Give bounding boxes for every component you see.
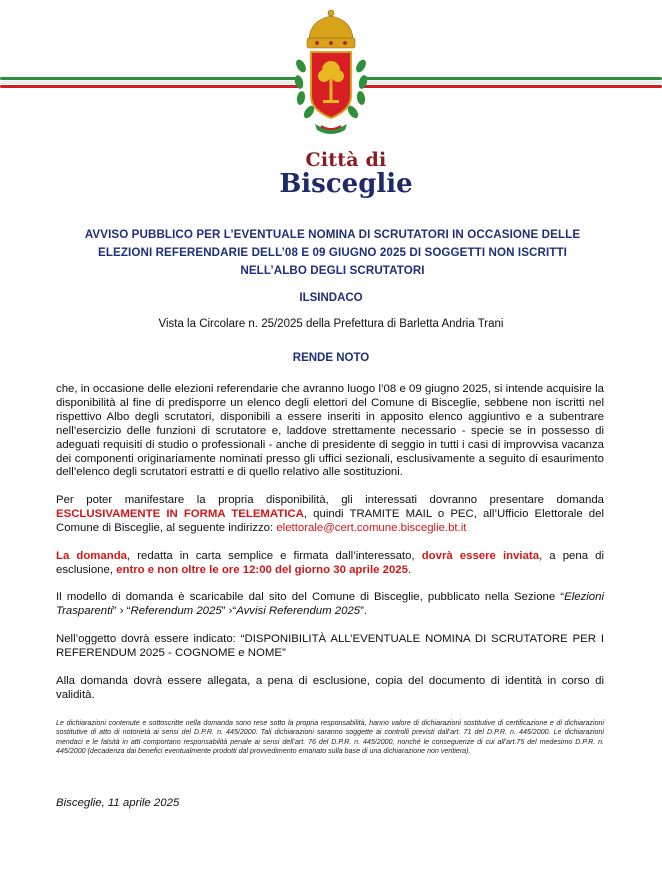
p3-highlight-1: La domanda	[56, 550, 127, 562]
legal-footnote: Le dichiarazioni contenute e sottoscritte nella domanda sono rese sotto la propria responsabilità, hanno valore di dichiarazioni sostitutive di certificazione e di dichiarazioni sostitutive di atto di notorietà ai sensi del D.P.R. n. 445/2000. Tali dichiarazioni saranno soggette ai controlli previsti dall’art. 71 del D.P.R. n. 445/2000. Le dichiarazioni mendaci e le falsità in atti comportano responsabilità penale ai sensi dell’art. 76 del D.P.R. n. 445/2000, nonché le conseguenze di cui all’art.75 del medesimo D.P.R. n. 445/2000 (decadenza dai benefici eventualmente prodotti dal provvedimento emanato sulla base di una dichiarazione non veritiera).	[56, 719, 604, 755]
p4-text-b: ” › “	[112, 604, 131, 617]
paragraph-subject: Nell’oggetto dovrà essere indicato: “DISPONIBILITÀ ALL’EVENTUALE NOMINA DI SCRUTATORE PER I REFERENDUM 2025 - COGNOME e NOME”	[56, 633, 604, 659]
p4-section-2: Referendum 2025	[130, 604, 222, 617]
place-date: Bisceglie, 11 aprile 2025	[56, 797, 180, 809]
p3-text-a: , redatta in carta semplice e firmata dall’interessato,	[127, 550, 422, 562]
paragraph-intro: che, in occasione delle elezioni referendarie che avranno luogo l’08 e 09 giugno 2025, si intende acquisire la disponibilità al fine di predisporre un elenco degli elettori del Comune di Bisceglie, sebbene non iscritti nel rispettivo Albo degli scrutatori, disponibili a essere inseriti in apposito elenco aggiuntivo e a subentrare nell’esercizio delle funzioni di scrutatore e, laddove strettamente necessario - specie se in possesso di adeguati requisiti di studio o professionali - anche di presidente di seggio in tutti i casi di improvvisa vacanza dei componenti originariamente nominati presso gli uffici sezionali, esclusivamente a seguito di esaurimento dell’elenco degli scrutatori estratti e di quello relativo alle sostituzioni.	[56, 383, 604, 479]
city-wordmark	[0, 150, 662, 198]
paragraph-submission	[56, 494, 604, 536]
mayor-heading: ILSINDACO	[299, 292, 363, 304]
p2-highlight: ESCLUSIVAMENTE IN FORMA TELEMATICA	[56, 507, 304, 520]
p4-text-c: ” ›“	[221, 604, 237, 617]
p4-text-d: ”.	[360, 604, 368, 617]
p3-text-c: .	[407, 563, 412, 576]
p4-section-1: Elezioni Trasparenti	[56, 591, 604, 617]
logo-line-1: Città di	[305, 149, 387, 171]
paragraph-download	[56, 591, 604, 619]
circular-reference: Vista la Circolare n. 25/2025 della Prefettura di Barletta Andria Trani	[158, 318, 504, 330]
title-line-2: ELEZIONI REFERENDARIE DELL’08 E 09 GIUGNO 2025 DI SOGGETTI NON ISCRITTI	[98, 246, 567, 259]
p3-text-b: , a pena di esclusione,	[56, 550, 605, 576]
p2-text-b: , quindi TRAMITE MAIL o PEC, all’Ufficio Elettorale del Comune di Bisceglie, al seguente indirizzo:	[56, 507, 604, 534]
logo-line-2: Bisceglie	[279, 169, 413, 199]
p3-highlight-3: entro e non oltre le ore 12:00 del giorno 30 aprile 2025	[116, 563, 408, 576]
p4-text-a: Il modello di domanda è scaricabile dal sito del Comune di Bisceglie, pubblicato nella Sezione “	[56, 591, 565, 603]
announcement-heading: RENDE NOTO	[292, 352, 370, 364]
p3-highlight-2: dovrà essere inviata	[421, 550, 540, 562]
title-line-1: AVVISO PUBBLICO PER L’EVENTUALE NOMINA DI SCRUTATORI IN OCCASIONE DELLE	[84, 228, 581, 241]
p4-section-3: Avvisi Referendum 2025	[236, 604, 361, 617]
p2-text-a: Per poter manifestare la propria disponibilità, gli interessati dovranno presentare domanda	[56, 494, 604, 506]
title-line-3: NELL’ALBO DEGLI SCRUTATORI	[240, 264, 425, 277]
paragraph-attachment: Alla domanda dovrà essere allegata, a pena di esclusione, copia del documento di identità in corso di validità.	[56, 675, 604, 701]
paragraph-deadline	[56, 550, 604, 578]
email-link[interactable]: elettorale@cert.comune.bisceglie.bt.it	[276, 521, 467, 534]
notice-title	[60, 226, 605, 280]
city-crest-icon	[281, 6, 381, 146]
